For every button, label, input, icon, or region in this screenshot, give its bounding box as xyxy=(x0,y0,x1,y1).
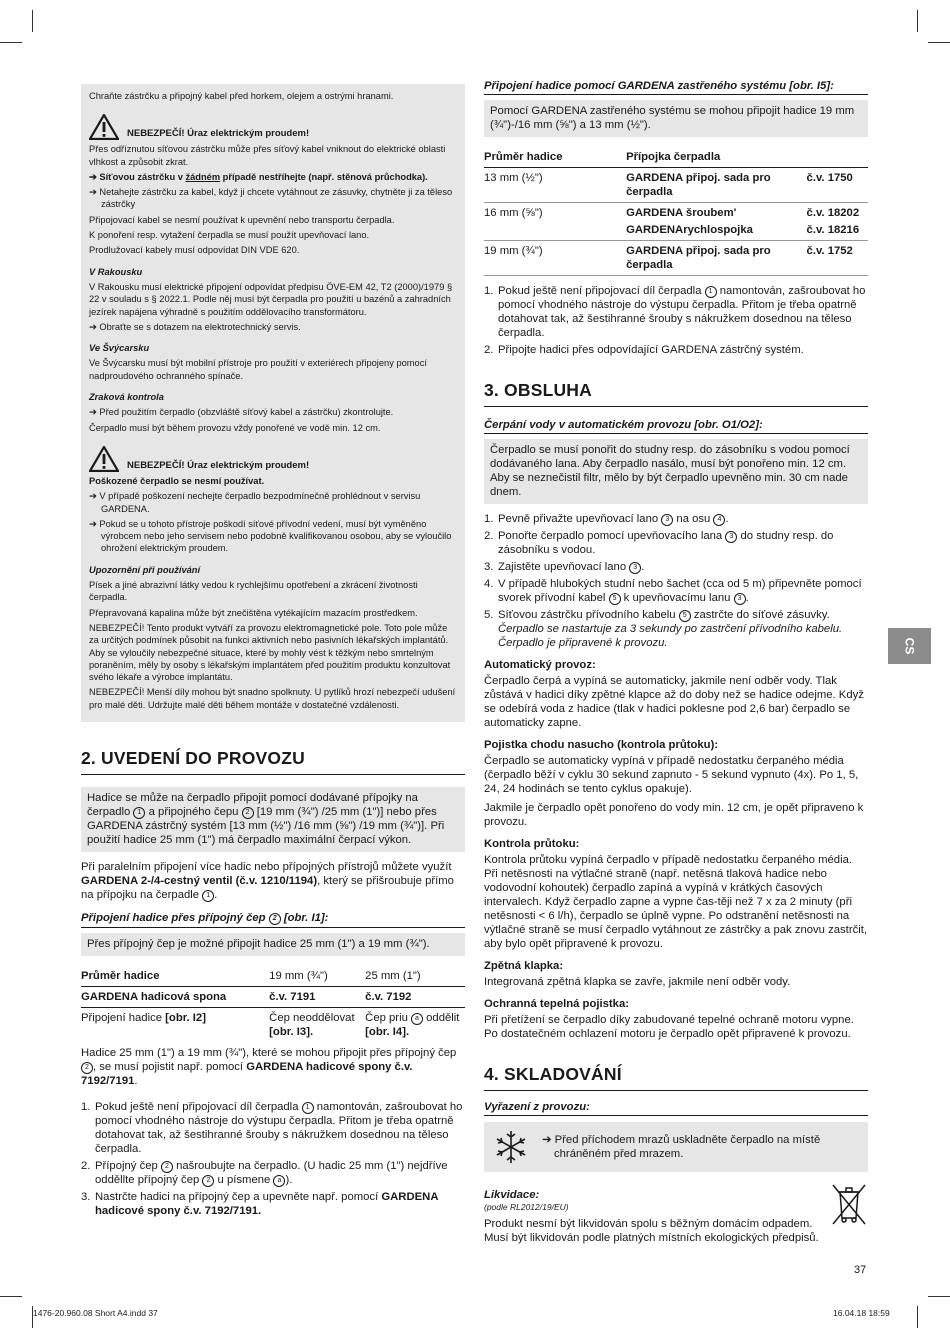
arrow-item: ➔ Síťovou zástrčku v žádném případě nestříhejte (např. stěnová průchodka). xyxy=(89,171,428,182)
quick-connect-box: Pomocí GARDENA zastřeného systému se mohou připojit hadice 19 mm (¾")-/16 mm (⅝") a 13 mm (½"). xyxy=(484,100,868,137)
auto-text: Čerpadlo čerpá a vypíná se automaticky, jakmile není odběr vody. Tlak zůstává v hadici díky zpětné klapce až do doby než se hadice odejme. Když se odebírá voda z hadice (tlak v hadici poklesne pod 2,6 bar) čerpadlo se automaticky zapne. xyxy=(484,675,864,729)
list-item: 1. Pevně přivažte upevňovací lano 3 na osu 4 . xyxy=(484,513,729,525)
arrow-item: ➔ V případě poškození nechejte čerpadlo bezpodmínečně prohlédnout v servisu GARDENA. xyxy=(89,491,421,514)
disposal-ref: (podle RL2012/19/EU) xyxy=(484,1202,569,1212)
section-2-intro-box: Hadice se může na čerpadlo připojit pomocí dodávané přípojky na čerpadlo 1 a připojného čepu 2 [19 mm (¾") /25 mm (1")] nebo přes GARDENA zástrčný systém [13 mm (½") /16 mm (⅝") /19 mm (¾")]. Při použití hadice 25 mm (1") má čerpadlo maximální čerpací výkon. xyxy=(81,787,465,852)
crop-mark xyxy=(917,10,918,32)
operation-steps xyxy=(484,512,868,650)
warning-triangle-icon xyxy=(89,446,119,472)
danger-title: NEBEZPEČÍ! Úraz elektrickým proudem! xyxy=(127,459,310,471)
crop-mark xyxy=(928,1296,950,1297)
list-item: 1. Pokud ještě není připojovací díl čerpadla 1 namontován, zašroubovat ho pomocí vhodného nástroje do výstupu čerpadla. Přitom je třeba opatrně dotahovat tak, až šestihranné šrouby s nákružkem dosednou na těleso čerpadla. xyxy=(81,1100,463,1155)
test-heading: Zraková kontrola xyxy=(89,392,164,403)
section-2-text: Při paralelním připojení více hadic nebo přípojných přístrojů můžete využít GARDENA 2-/4-cestný ventil (č.v. 1210/1194), který se přišroubuje přímo na přípojku na čerpadle 1 . xyxy=(81,860,454,901)
crop-mark xyxy=(0,42,22,43)
frost-box xyxy=(484,1122,868,1172)
footer-file: 1476-20.960.08 Short A4.indd 37 xyxy=(33,1308,158,1318)
flow-control-heading: Kontrola průtoku: xyxy=(484,838,580,850)
use-text: Písek a jiné abrazivní látky vedou k rychlejšímu opotřebení a zkrácení životnosti čerpadla. xyxy=(89,580,418,603)
crop-mark xyxy=(917,1306,918,1328)
crop-mark xyxy=(928,42,950,43)
frost-text: ➔ Před příchodem mrazů uskladněte čerpadlo na místě chráněném před mrazem. xyxy=(542,1134,821,1160)
safety-box xyxy=(81,84,465,722)
hose-clip-note: Hadice 25 mm (1") a 19 mm (¾"), které se mohou připojit přes přípojný čep 2 , se musí pojistit např. pomocí GARDENA hadicové spony č.v. 7192/7191. xyxy=(81,1046,457,1087)
warning-triangle-icon xyxy=(89,114,119,140)
swiss-heading: Ve Švýcarsku xyxy=(89,343,150,354)
danger-text: Přes odříznutou síťovou zástrčku může přes síťový kabel vniknout do elektrické oblasti vlhkost a způsobit zkrat. xyxy=(89,144,446,167)
list-item: 2. Ponořte čerpadlo pomocí upevňovacího lana 3 do studny resp. do zásobníku s vodou. xyxy=(484,530,834,556)
operation-details xyxy=(484,658,868,1041)
list-item: 5. Síťovou zástrčku přívodního kabelu 5 zastrčte do síťové zásuvky. Čerpadlo se nastartuje za 3 sekundy po zastrčení přívodního kabelu. Čerpadlo je připravené k provozu. xyxy=(484,609,843,649)
austria-heading: V Rakousku xyxy=(89,266,143,277)
crossed-bin-icon xyxy=(830,1182,868,1226)
dry-run-heading: Pojistka chodu nasucho (kontrola průtoku): xyxy=(484,739,719,751)
arrow-item: ➔ Netahejte zástrčku za kabel, když ji chcete vytáhnout ze zásuvky, chytněte ji za těleso zástrčky xyxy=(89,187,453,210)
use-text: NEBEZPEČÍ! Menší díly mohou být snadno spolknuty. U pytlíků hrozí nebezpečí udušení pro malé děti. Udržujte malé děti během montáže v dostatečné vzdálenosti. xyxy=(89,687,456,710)
auto-heading: Automatický provoz: xyxy=(484,659,596,671)
crop-mark xyxy=(0,1296,22,1297)
page-number: 37 xyxy=(854,1264,867,1276)
safety-text: K ponoření resp. vytažení čerpadla se musí použít upevňovací lano. xyxy=(89,230,370,241)
arrow-item: ➔ Obraťte se s dotazem na elektrotechnický servis. xyxy=(89,321,301,332)
decommission-heading: Vyřazení z provozu: xyxy=(484,1101,868,1116)
use-text: NEBEZPEČÍ! Tento produkt vytváří za provozu elektromagnetické pole. Toto pole může za určitých podmínek působit na funkci aktivních nebo pasivních lékařských implantátů. Aby se vyloučily nebezpečné situace, které by mohly vést k těžkým nebo smrtelným poraněním, měly by osoby s lékařským implantátem před použitím produktu konzultovat svého lékaře a výrobce implantátu. xyxy=(89,622,451,683)
danger-bold-text: Poškozené čerpadlo se nesmí používat. xyxy=(89,475,265,486)
flow-control-text: Kontrola průtoku vypíná čerpadlo v případě nedostatku čerpaného média. Při netěsnosti na výtlačné straně (např. netěsná tlaková hadice nebo vodovodní kohoutek) čerpadlo zapíná a vypíná v krátkých časových intervalech. Když čerpadlo zapne a vypne čas-těji než 7 x za 2 minuty (při netěsnosti < 6 l/h), čerpadlo se úplně vypne. Po odstranění netěsnosti na výtlačné straně se musí čerpadlo vytáhnout ze zástrčky a pak znovu zastrčit, aby bylo opět připravené k provozu. xyxy=(484,854,868,950)
language-tab: CS xyxy=(888,628,931,664)
section-3-title: 3. OBSLUHA xyxy=(484,380,868,407)
safety-text: Prodlužovací kabely musí odpovídat DIN VDE 620. xyxy=(89,245,300,256)
arrow-item: ➔ Pokud se u tohoto přístroje poškodí síťové přívodní vedení, musí být vyměněno výrobcem nebo jeho servisem nebo podobně kvalifikovanou osobou, aby se vyloučilo ohrožení elektrickým proudem. xyxy=(89,518,452,554)
list-item: 2. Připojte hadici přes odpovídající GARDENA zástrčný systém. xyxy=(484,344,804,356)
dry-run-text: Čerpadlo se automaticky vypíná v případě nedostatku čerpaného média (čerpadlo běží v cyklu 30 sekund zapnuto - 5 sekund vypnuto (4x). Po 1, 5, 24, 24 hodinách se tento cyklus opakuje). xyxy=(484,755,859,795)
disposal-text: Produkt nesmí být likvidován spolu s běžným domácím odpadem. Musí být likvidován podle platných místních ekologických předpisů. xyxy=(484,1218,819,1244)
left-column xyxy=(81,84,465,1221)
right-column xyxy=(484,80,868,1250)
check-valve-text: Integrovaná zpětná klapka se zavře, jakmile není odběr vody. xyxy=(484,976,791,988)
section-4-title: 4. SKLADOVÁNÍ xyxy=(484,1064,868,1091)
test-text: Čerpadlo musí být během provozu vždy ponořené ve vodě min. 12 cm. xyxy=(89,422,381,433)
list-item: 4. V případě hlubokých studní nebo šachet (cca od 5 m) připevněte pomocí svorek přívodní kabel 5 k upevňovacímu lanu 3 . xyxy=(484,578,862,604)
swiss-text: Ve Švýcarsku musí být mobilní přístroje pro použití v exteriérech připojeny pomocí nadproudového ochranného spínače. xyxy=(89,358,427,381)
list-item: 2. Přípojný čep 2 našroubujte na čerpadlo. (U hadic 25 mm (1") nejdříve odděllte přípojný čep 2 u písmene a ). xyxy=(81,1159,448,1186)
austria-text: V Rakousku musí elektrické připojení odpovídat předpisu ÖVE-EM 42, T2 (2000)/1979 § 22 v souladu s § 2022.1. Podle něj musí být čerpadla pro použití u bazénů a zahradních jezírek napájena výhradně s použitím oddělovacího transformátoru. xyxy=(89,281,453,317)
quick-connect-heading: Připojení hadice pomocí GARDENA zastřeného systému [obr. I5]: xyxy=(484,80,868,95)
disposal-block xyxy=(484,1182,868,1250)
disposal-heading: Likvidace: xyxy=(484,1189,540,1201)
connection-steps xyxy=(81,1100,465,1218)
safety-intro: Chraňte zástrčku a připojný kabel před horkem, olejem a ostrými hranami. xyxy=(89,91,394,101)
connection-stub-box: Přes přípojný čep je možné připojit hadice 25 mm (1") a 19 mm (¾"). xyxy=(81,933,465,956)
danger-title: NEBEZPEČÍ! Úraz elektrickým proudem! xyxy=(127,128,310,139)
quick-connect-steps xyxy=(484,284,868,357)
dry-run-text: Jakmile je čerpadlo opět ponořeno do vody min. 12 cm, je opět připraveno k provozu. xyxy=(484,802,864,828)
safety-text: Připojovací kabel se nesmí používat k upevnění nebo transportu čerpadla. xyxy=(89,214,395,225)
footer-date: 16.04.18 18:59 xyxy=(833,1308,890,1318)
automatic-mode-heading: Čerpání vody v automatickém provozu [obr. O1/O2]: xyxy=(484,419,868,434)
automatic-mode-box: Čerpadlo se musí ponořit do studny resp. do zásobníku s vodou pomocí dodávaného lana. Aby čerpadlo nasálo, musí být ponořeno min. 12 cm. Aby se neznečistil filtr, mělo by být čerpadlo upevněno min. 30 cm nade dnem. xyxy=(484,439,868,504)
hose-clip-table: Průměr hadice 19 mm (¾") 25 mm (1") GARDENA hadicová spona č.v. 7191 č.v. 7192 Připojení hadice [obr. I2] Čep neoddělovat [obr. I3]. Čep priu a oddělit [obr. I4]. xyxy=(81,966,465,1042)
list-item: 3. Nastrčte hadici na přípojný čep a upevněte např. pomocí GARDENA hadicové spony č.v. 7192/7191. xyxy=(81,1190,439,1217)
use-heading: Upozornění při používání xyxy=(89,564,201,575)
danger-warning xyxy=(89,446,457,472)
pump-connector-table: Průměr hadice Přípojka čerpadla 13 mm (½") GARDENA připoj. sada pro čerpadla č.v. 1750 16 mm (⅝") GARDENA šroubem' GARDENArychlospojka č.v. 18202 č.v. 18216 19 mm (¾") GARDENA připoj. sada pro čerpadla č.v. 1752 xyxy=(484,147,868,276)
use-text: Přepravovaná kapalina může být znečištěna vytékajícím mazacím prostředkem. xyxy=(89,607,418,618)
list-item: 3. Zajistěte upevňovací lano 3 . xyxy=(484,561,645,573)
list-item: 1. Pokud ještě není připojovací díl čerpadla 1 namontován, zašroubovat ho pomocí vhodného nástroje do výstupu čerpadla. Přitom je třeba opatrně dotahovat tak, až šestihranné šrouby s nákružkem dosednou na těleso čerpadla. xyxy=(484,285,866,339)
danger-warning xyxy=(89,114,457,140)
connection-stub-heading: Připojení hadice přes přípojný čep 2 [obr. I1]: xyxy=(81,912,465,928)
check-valve-heading: Zpětná klapka: xyxy=(484,960,564,972)
arrow-item: ➔ Před použitím čerpadlo (obzvláště síťový kabel a zástrčku) zkontrolujte. xyxy=(89,407,394,418)
thermal-heading: Ochranná tepelná pojistka: xyxy=(484,998,630,1010)
thermal-text: Při přetížení se čerpadlo díky zabudované tepelné ochraně motoru vypne. Po dostatečném ochlazení motoru je čerpadlo opět připravené k provozu. xyxy=(484,1014,854,1040)
crop-mark xyxy=(32,10,33,32)
snowflake-icon xyxy=(492,1128,530,1166)
section-2-title: 2. UVEDENÍ DO PROVOZU xyxy=(81,748,465,775)
